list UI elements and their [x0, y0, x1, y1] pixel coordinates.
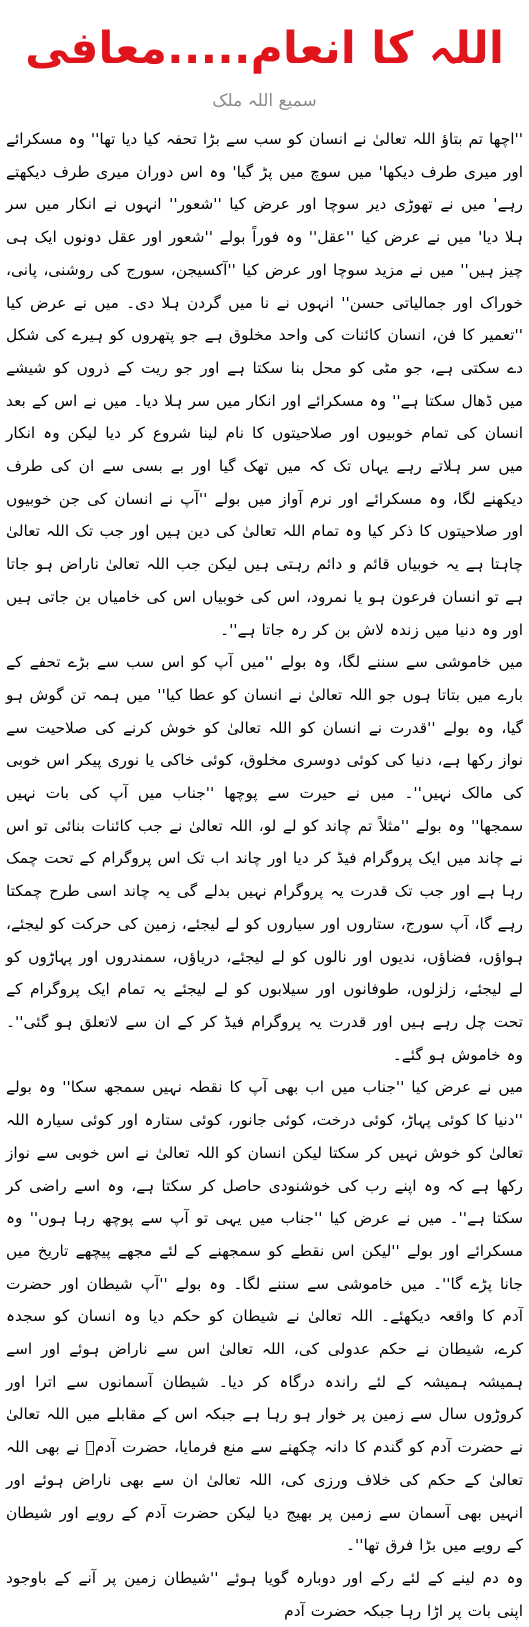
- paragraph: میں نے عرض کیا ''جناب میں اب بھی آپ کا نقطہ نہیں سمجھ سکا'' وہ بولے ''دنیا کا کوئی پہاڑ، کوئی درخت، کوئی جانور، کوئی ستارہ اور کوئی سیارہ اللہ تعالیٰ کو خوش نہیں کر سکتا لیکن انسان کو اللہ تعالیٰ نے اس خوبی سے نواز رکھا ہے کہ وہ اپنے رب کی خوشنودی حاصل کر سکتا ہے، وہ اسے راضی کر سکتا ہے''۔ میں نے عرض کیا ''جناب میں یہی تو آپ سے پوچھ رہا ہوں'' وہ مسکرائے اور بولے ''لیکن اس نقطے کو سمجھنے کے لئے مجھے پیچھے تاریخ میں جانا پڑے گا''۔ میں خاموشی سے سننے لگا۔ وہ بولے ''آپ شیطان اور حضرت آدم کا واقعہ دیکھئے۔ اللہ تعالیٰ نے شیطان کو حکم دیا وہ انسان کو سجدہ کرے، شیطان نے حکم عدولی کی، اللہ تعالیٰ اس سے ناراض ہوئے اور اسے ہمیشہ ہمیشہ کے لئے راندہ درگاہ کر دیا۔ شیطان آسمانوں سے اترا اور کروڑوں سال سے زمین پر خوار ہو رہا ہے جبکہ اس کے مقابلے میں اللہ تعالیٰ نے حضرت آدم کو گندم کا دانہ چکھنے سے منع فرمایا، حضرت آدمؑ نے بھی اللہ تعالیٰ کے حکم کی خلاف ورزی کی، اللہ تعالیٰ ان سے بھی ناراض ہوئے اور انہیں بھی آسمان سے زمین پر بھیج دیا لیکن حضرت آدم کے رویے اور شیطان کے رویے میں بڑا فرق تھا''۔: [6, 1078, 523, 1555]
- article-body: [6, 123, 523, 1620]
- paragraph: ''اچھا تم بتاؤ اللہ تعالیٰ نے انسان کو سب سے بڑا تحفہ کیا دیا تھا'' وہ مسکرائے اور میری طرف دیکھا' میں سوچ میں پڑ گیا' وہ اس دوران میری طرف دیکھتے رہے' میں نے تھوڑی دیر سوچا اور عرض کیا ''شعور'' انہوں نے انکار میں سر ہلا دیا' میں نے عرض کیا ''عقل'' وہ فوراً بولے ''شعور اور عقل دونوں ایک ہی چیز ہیں'' میں نے مزید سوچا اور عرض کیا ''آکسیجن، سورج کی روشنی، پانی، خوراک اور جمالیاتی حسن'' انہوں نے نا میں گردن ہلا دی۔ میں نے عرض کیا ''تعمیر کا فن، انسان کائنات کی واحد مخلوق ہے جو پتھروں کو ہیرے کی شکل دے سکتی ہے، جو مٹی کو محل بنا سکتا ہے اور جو ریت کے ذروں کو شیشے میں ڈھال سکتا ہے'' وہ مسکرائے اور انکار میں سر ہلا دیا۔ میں نے اس کے بعد انسان کی تمام خوبیوں اور صلاحیتوں کا نام لینا شروع کر دیا لیکن وہ انکار میں سر ہلاتے رہے یہاں تک کہ میں تھک گیا اور بے بسی سے ان کی طرف دیکھنے لگا، وہ مسکرائے اور نرم آواز میں بولے ''آپ نے انسان کی جن خوبیوں اور صلاحیتوں کا ذکر کیا وہ تمام اللہ تعالیٰ کی دین ہیں اور جب تک اللہ تعالیٰ چاہتا ہے یہ خوبیاں قائم و دائم رہتی ہیں لیکن جب اللہ تعالیٰ ناراض ہو جاتا ہے تو انسان فرعون ہو یا نمرود، اس کی خوبیاں اس کی خامیاں بن جاتی ہیں اور وہ دنیا میں زندہ لاش بن کر رہ جاتا ہے''۔: [6, 130, 523, 639]
- article-title: اللہ کا انعام.....معافی: [25, 23, 504, 74]
- author-byline: سمیع اللہ ملک: [212, 91, 317, 111]
- paragraph: میں خاموشی سے سننے لگا، وہ بولے ''میں آپ کو اس سب سے بڑے تحفے کے بارے میں بتاتا ہوں جو اللہ تعالیٰ نے انسان کو عطا کیا'' میں ہمہ تن گوش ہو گیا، وہ بولے ''قدرت نے انسان کو اللہ تعالیٰ کو خوش کرنے کی صلاحیت سے نواز رکھا ہے، دنیا کی کوئی دوسری مخلوق، کوئی خاکی یا نوری پیکر اس خوبی کی مالک نہیں''۔ میں نے حیرت سے پوچھا ''جناب میں آپ کی بات نہیں سمجھا'' وہ بولے ''مثلاً تم چاند کو لے لو، اللہ تعالیٰ نے جب کائنات بنائی تو اس نے چاند میں ایک پروگرام فیڈ کر دیا اور چاند اب تک اس پروگرام کے تحت چمک رہا ہے اور جب تک قدرت یہ پروگرام نہیں بدلے گی یہ چاند اسی طرح چمکتا رہے گا، آپ سورج، ستاروں اور سیاروں کو لے لیجئے، زمین کی حرکت کو لیجئے، ہواؤں، فضاؤں، ندیوں اور نالوں کو لے لیجئے، دریاؤں، سمندروں اور پہاڑوں کو لے لیجئے، زلزلوں، طوفانوں اور سیلابوں کو لے لیجئے یہ تمام ایک پروگرام کے تحت چل رہے ہیں اور قدرت یہ پروگرام فیڈ کر کے ان سے لاتعلق ہو گئی''۔ وہ خاموش ہو گئے۔: [6, 653, 523, 1064]
- paragraph: وہ دم لینے کے لئے رکے اور دوبارہ گویا ہوئے ''شیطان زمین پر آنے کے باوجود اپنی بات پر اڑا رہا جبکہ حضرت آدم: [6, 1568, 523, 1620]
